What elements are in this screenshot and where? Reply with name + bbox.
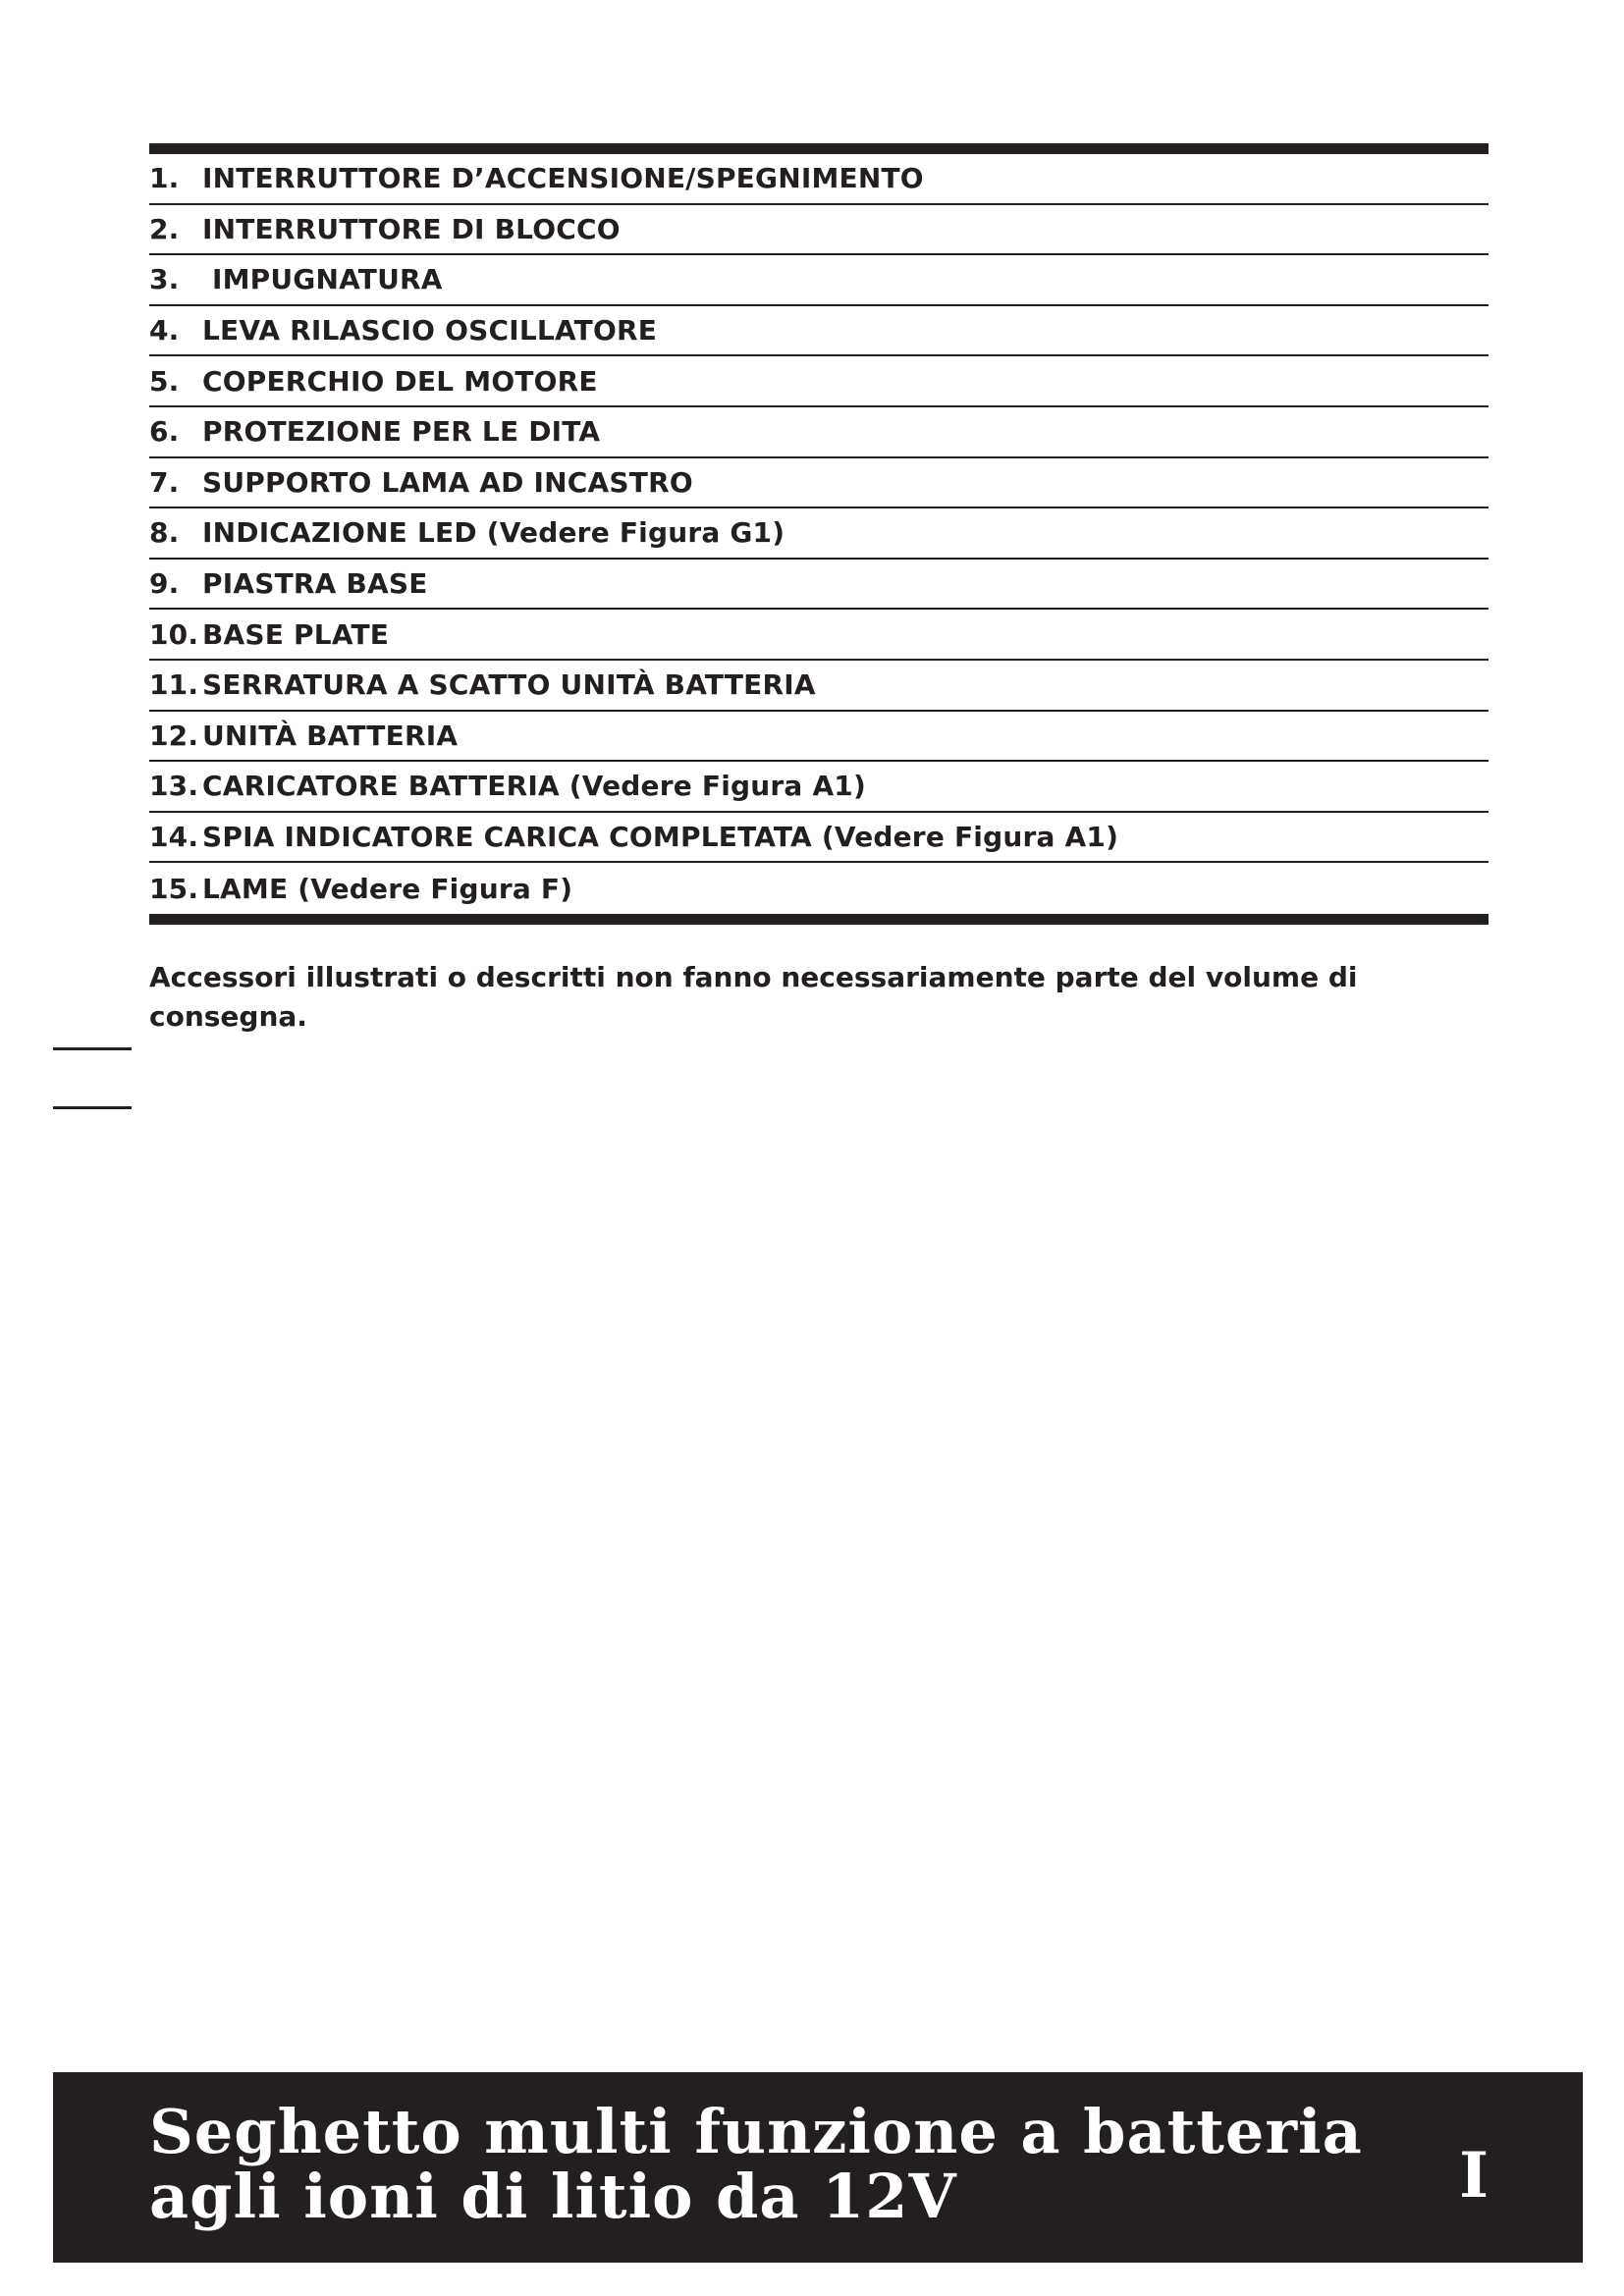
part-number: 8. <box>149 516 180 550</box>
part-number: 4. <box>149 314 180 347</box>
part-label: INTERRUTTORE DI BLOCCO <box>202 212 621 245</box>
part-number: 3. <box>149 263 180 296</box>
part-label: SPIA INDICATORE CARICA COMPLETATA (Vedere Figura A1) <box>202 821 1119 854</box>
part-number: 6. <box>149 415 180 449</box>
part-row <box>149 255 1489 306</box>
part-label: SUPPORTO LAMA AD INCASTRO <box>202 465 693 499</box>
part-label: PROTEZIONE PER LE DITA <box>202 415 601 449</box>
footer-banner <box>53 2072 1583 2263</box>
product-title <box>149 2096 1363 2232</box>
part-number: 14. <box>149 821 199 854</box>
margin-rule <box>53 1106 132 1109</box>
part-number: 7. <box>149 465 180 499</box>
part-label: BASE PLATE <box>202 617 390 651</box>
part-number: 9. <box>149 567 180 601</box>
part-label: INDICAZIONE LED (Vedere Figura G1) <box>202 516 785 550</box>
part-number: 11. <box>149 668 199 702</box>
product-title-line-2: agli ioni di litio da 12V <box>149 2161 957 2232</box>
part-row <box>149 154 1489 205</box>
part-label: INTERRUTTORE D’ACCENSIONE/SPEGNIMENTO <box>202 162 924 195</box>
part-label: COPERCHIO DEL MOTORE <box>202 364 598 398</box>
part-row <box>149 356 1489 407</box>
part-label: PIASTRA BASE <box>202 567 428 601</box>
part-row <box>149 508 1489 560</box>
product-title-line-1: Seghetto multi funzione a batteria <box>149 2096 1363 2167</box>
part-number: 2. <box>149 212 180 245</box>
part-row <box>149 712 1489 763</box>
part-number: 5. <box>149 364 180 398</box>
part-number: 10. <box>149 617 199 651</box>
part-row <box>149 407 1489 458</box>
part-row <box>149 458 1489 509</box>
language-code: I <box>1459 2139 1489 2213</box>
part-row <box>149 762 1489 813</box>
accessory-note: Accessori illustrati o descritti non fanno necessariamente parte del volume di consegna. <box>149 961 1358 1033</box>
part-row <box>149 306 1489 357</box>
part-row <box>149 610 1489 661</box>
part-number: 1. <box>149 162 180 195</box>
part-row <box>149 205 1489 256</box>
part-row <box>149 560 1489 611</box>
margin-rule <box>53 1047 132 1050</box>
parts-list <box>149 143 1489 925</box>
part-row <box>149 661 1489 712</box>
part-label: LEVA RILASCIO OSCILLATORE <box>202 314 658 347</box>
part-row <box>149 813 1489 864</box>
part-number: 13. <box>149 770 199 803</box>
part-number: 15. <box>149 872 199 905</box>
part-label: LAME (Vedere Figura F) <box>202 872 573 905</box>
part-label: CARICATORE BATTERIA (Vedere Figura A1) <box>202 770 866 803</box>
part-label: IMPUGNATURA <box>202 263 443 296</box>
part-label: SERRATURA A SCATTO UNITÀ BATTERIA <box>202 668 816 702</box>
part-label: UNITÀ BATTERIA <box>202 719 459 752</box>
part-number: 12. <box>149 719 199 752</box>
part-row <box>149 863 1489 914</box>
